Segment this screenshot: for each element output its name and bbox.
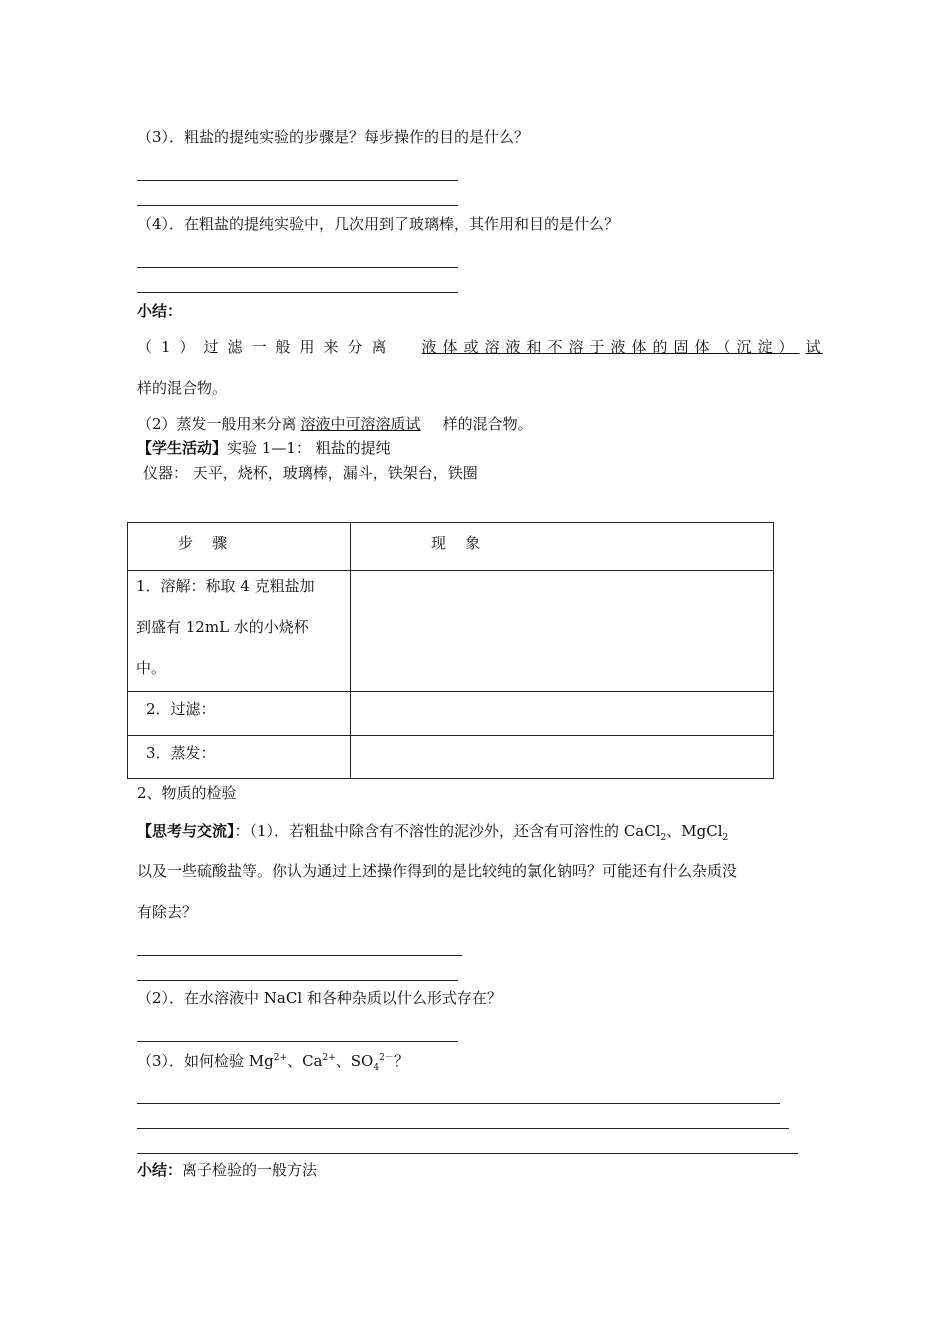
table-header-phenomena (351, 523, 774, 571)
think-q3 (137, 1051, 409, 1071)
summary-heading: 小结： (137, 302, 183, 320)
summary-item-2-blank: 溶液中可溶溶质试 (300, 415, 421, 433)
answer-line (137, 292, 458, 293)
sub-2: 2 (722, 833, 729, 843)
step-1-line-3: 中。 (136, 659, 167, 677)
sub-2: 2 (660, 833, 667, 843)
step-3-text: 3．蒸发： (146, 744, 216, 762)
summary-item-1-tail: 试 (805, 338, 823, 356)
summary-2-text: 离子检验的一般方法 (182, 1161, 318, 1179)
so4-charge: 2－ (379, 1053, 394, 1063)
ca-charge: 2+ (322, 1053, 336, 1063)
table-row-step-2 (128, 692, 351, 736)
question-4: （4）．在粗盐的提纯实验中，几次用到了玻璃棒，其作用和目的是什么？ (137, 215, 620, 233)
think-q1-text-a: ：（1）．若粗盐中除含有不溶性的泥沙外，还含有可溶性的 CaCl (234, 822, 661, 840)
step-1-line-2: 到盛有 12mL 水的小烧杯 (136, 618, 309, 636)
table-row-phenomenon-2 (351, 692, 774, 736)
header-steps-label: 步 骤 (178, 534, 228, 552)
think-label: 【思考与交流】 (137, 822, 235, 840)
answer-line (137, 1128, 789, 1129)
table-row-step-1 (128, 571, 351, 692)
answer-line (137, 980, 458, 981)
activity-label: 【学生活动】 (137, 439, 228, 457)
answer-line (137, 955, 462, 956)
step-2-text: 2．过滤： (146, 700, 216, 718)
summary-item-1-cont: 样的混合物。 (137, 379, 228, 397)
answer-line (137, 1153, 798, 1154)
think-q1-line-1 (137, 821, 728, 841)
table-row-phenomenon-1 (351, 571, 774, 692)
think-q1-line-3: 有除去？ (137, 903, 198, 921)
summary-item-1 (137, 337, 823, 357)
mg-charge: 2+ (273, 1053, 288, 1063)
section-2-heading: 2、物质的检验 (137, 784, 237, 802)
question-3: （3）．粗盐的提纯实验的步骤是？每步操作的目的是什么？ (137, 128, 530, 146)
answer-line (137, 1041, 458, 1042)
step-1-line-1: 1．溶解：称取 4 克粗盐加 (136, 577, 315, 595)
think-q2: （2）．在水溶液中 NaCl 和各种杂质以什么形式存在？ (137, 989, 502, 1007)
activity-instruments: 仪器： 天平，烧杯，玻璃棒，漏斗，铁架台，铁圈 (143, 464, 478, 482)
think-q1-line-2: 以及一些硫酸盐等。你认为通过上述操作得到的是比较纯的氯化钠吗？可能还有什么杂质没 (137, 862, 738, 880)
answer-line (137, 1103, 780, 1104)
table-row-phenomenon-3 (351, 736, 774, 779)
activity-title-line (137, 438, 391, 458)
summary-item-1-blank: 液体或溶液和不溶于液体的固体（沉淀） (421, 338, 800, 356)
activity-title: 实验 1—1： 粗盐的提纯 (227, 439, 391, 457)
answer-line (137, 205, 458, 206)
summary-item-2-prefix: （2）蒸发一般用来分离 (137, 415, 297, 433)
think-q3-sep2: 、SO (335, 1052, 374, 1070)
summary-item-2 (137, 414, 533, 434)
summary-2-heading: 小结： (137, 1161, 183, 1179)
think-q3-prefix: （3）．如何检验 Mg (137, 1052, 274, 1070)
think-q1-text-b: 、MgCl (666, 822, 723, 840)
header-phenomena-label: 现 象 (431, 534, 481, 552)
so4-subscript: 4 (373, 1063, 380, 1073)
summary-item-1-prefix: （1）过滤一般用来分离 (137, 338, 396, 356)
answer-line (137, 267, 458, 268)
table-header-steps (128, 523, 351, 571)
think-q3-end: ？ (393, 1052, 409, 1070)
summary-item-2-suffix: 样的混合物。 (442, 415, 533, 433)
experiment-table (127, 522, 774, 779)
answer-line (137, 180, 458, 181)
table-row-step-3 (128, 736, 351, 779)
think-q3-sep1: 、Ca (287, 1052, 323, 1070)
summary-2 (137, 1160, 317, 1180)
